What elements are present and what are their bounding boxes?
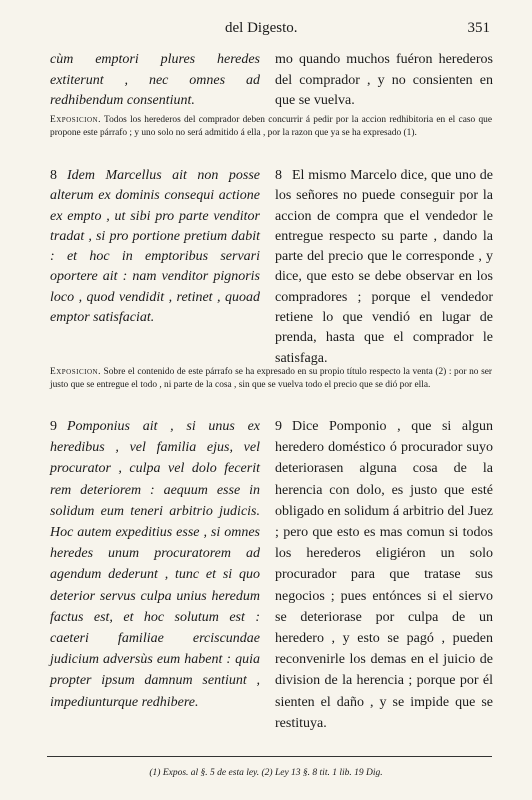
running-title: del Digesto. [225, 20, 298, 36]
latin-paragraph: Pomponius ait , si unus ex heredibus , vel familia ejus, vel procurator , culpa vel dolo fecerit rem deteriorem : aequum esse in solidum eum teneri arbitrio judicis. Hoc autem expeditius esse , si omnes heredes unum procuratorem ad agendum dederunt , tunc et si quo deterior servus culpa unius heredum factus est, et hoc solutum est : caeteri familiae erciscundae judicium adversùs eum habent : quia propter ipsum damnum sentiunt , impediunturque redhibere. [50, 419, 260, 710]
paragraph-number: 8 [275, 168, 282, 183]
footnote-rule [47, 756, 492, 757]
spanish-paragraph: El mismo Marcelo dice, que uno de los señores no puede conseguir por la accion de compra que el vendedor le entregue respecto su parte , dando la parte del precio que le corresponde , y dice, que esto se debe observar en los compradores ; porque el vendedor retiene lo que vendió en lugar de prenda, hasta que el comprador le satisfaga. [275, 168, 493, 366]
latin-paragraph: Idem Marcellus ait non posse alterum ex dominis consequi actione ex empto , ut sibi pro parte venditor tradat , si pro portione pretium dabit : et hoc in emptoribus servari oportere ait : nam venditor pignoris loco , quod vendidit , retinet , quoad emptor satisfaciat. [50, 168, 260, 326]
latin-text-1 [50, 50, 260, 112]
latin-text-2 [50, 166, 260, 328]
spanish-text-2 [275, 166, 493, 369]
paragraph-number: 9 [50, 419, 57, 434]
exposicion-label: Exposicion. [50, 115, 101, 125]
page-number: 351 [467, 20, 490, 36]
footnote: (1) Expos. al §. 5 de esta ley. (2) Ley 13 §. 8 tit. 1 lib. 19 Dig. [149, 768, 383, 778]
spanish-paragraph: Dice Pomponio , que si algun heredero doméstico ó procurador suyo deteriorasen alguna cosa de la herencia con dolo, es justo que esté obligado en solidum á arbitrio del Juez ; pero que esto es mas comun si todos los herederos eligiéron un solo procurador para que tratase sus negocios ; pues entónces si el siervo se deteriorase por culpa de un heredero , y esto se pagó , pueden reconvenirle los demas en el juicio de division de la herencia ; porque por él sienten el daño , y se impide que se restituya. [275, 419, 493, 731]
page-header [0, 20, 532, 42]
paragraph-number: 8 [50, 168, 57, 183]
spanish-paragraph: mo quando muchos fuéron herederos del comprador , y no consienten en que se vuelva. [275, 52, 493, 108]
paragraph-number: 9 [275, 419, 282, 434]
exposicion-1 [50, 114, 492, 139]
exposicion-text: Sobre el contenido de este párrafo se ha expresado en su propio título respecto la venta (2) : por no ser justo que se entregue el todo , ni parte de la cosa , sin que se vuelva todo el precio que se dió por ella. [50, 367, 493, 390]
latin-text-3 [50, 416, 260, 713]
spanish-text-1 [275, 50, 493, 112]
exposicion-2 [50, 366, 492, 391]
latin-paragraph: cùm emptori plures heredes extiterunt , nec omnes ad redhibendum consentiunt. [50, 52, 260, 108]
exposicion-text: Todos los herederos del comprador deben concurrir á pedir por la accion redhibitoria en el caso que propone este párrafo ; y uno solo no será admitido á ella , por la razon que ya se ha expresado (1). [50, 115, 492, 138]
spanish-text-3 [275, 416, 493, 734]
exposicion-label: Exposicion. [50, 367, 101, 377]
